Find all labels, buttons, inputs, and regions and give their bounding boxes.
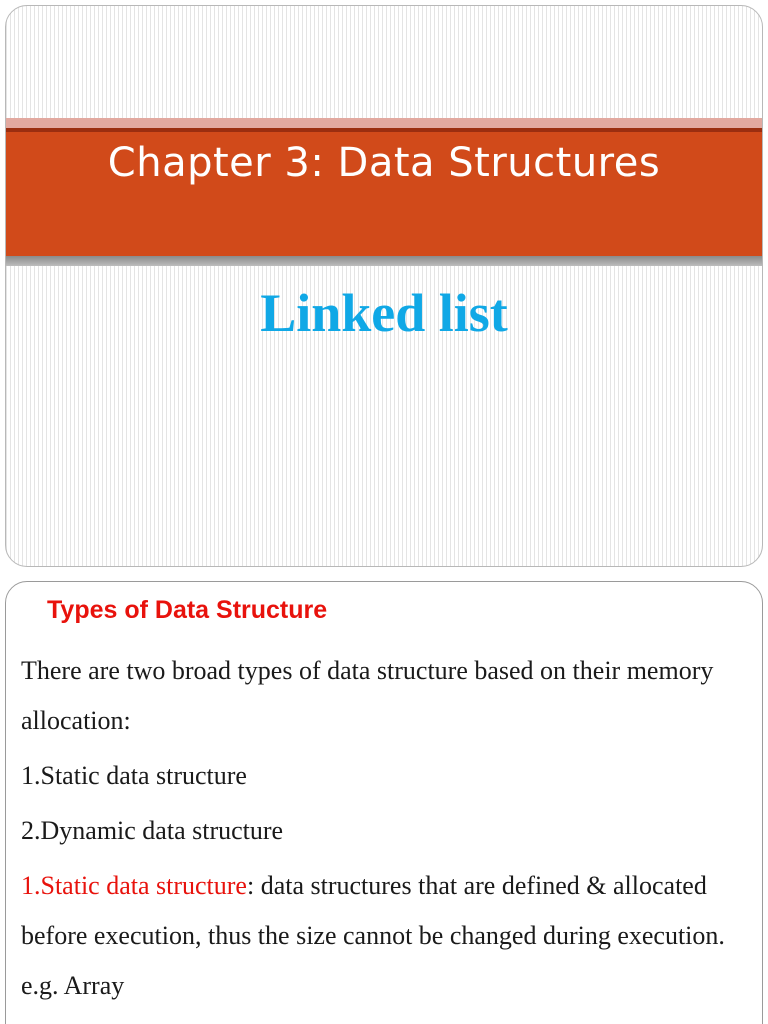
list-item-dynamic: 2.Dynamic data structure xyxy=(21,816,284,845)
slide-subtitle: Linked list xyxy=(260,283,508,343)
title-slide xyxy=(5,5,763,567)
chapter-title: Chapter 3: Data Structures xyxy=(107,140,661,186)
banner-shadow-strip xyxy=(6,256,762,266)
intro-paragraph: There are two broad types of data structure based on their memory allocation: xyxy=(21,656,714,735)
slide-body xyxy=(21,646,751,1011)
definition-term: 1.Static data structure xyxy=(21,871,247,900)
banner-top-strip xyxy=(6,118,762,128)
list-item-static: 1.Static data structure xyxy=(21,761,247,790)
definition-paragraph xyxy=(21,861,751,1011)
slide-heading: Types of Data Structure xyxy=(47,596,328,624)
content-slide xyxy=(5,581,763,1024)
definition-text: : data structures that are defined & allocated before execution, thus the size cannot be changed during execution. e.g. Array xyxy=(21,871,725,1000)
